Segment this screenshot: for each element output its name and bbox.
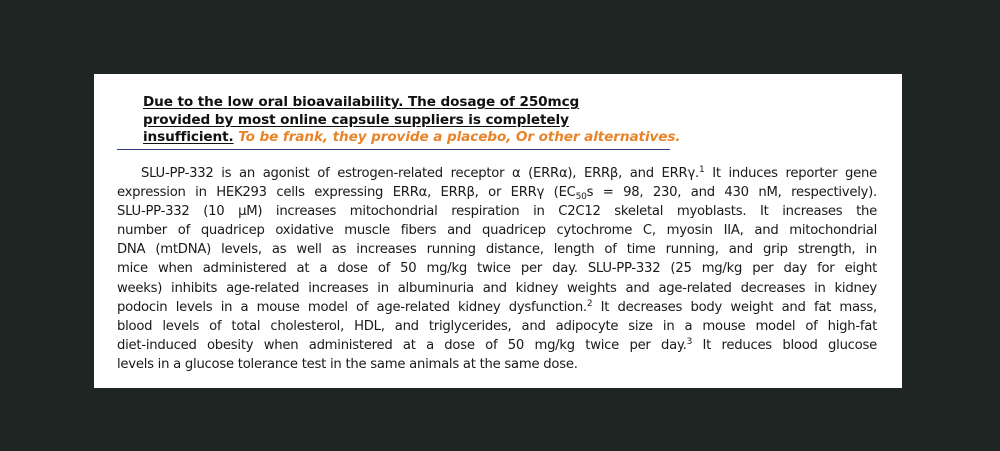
body-line-1 — [117, 164, 877, 183]
body-text: SLU-PP-332 is an agonist of estrogen-related receptor α (ERRα), ERRβ, and ERRγ. — [141, 166, 699, 181]
body-line-9: blood levels of total cholesterol, HDL, and triglycerides, and adipocyte size in a mouse model of high-fat — [117, 318, 877, 334]
body-line-4: number of quadricep oxidative muscle fibers and quadricep cytochrome C, myosin IIA, and mitochondrial — [117, 223, 877, 239]
footnote-ref: 2 — [586, 298, 593, 309]
body-line-6: mice when administered at a dose of 50 mg/kg twice per day. SLU-PP-332 (25 mg/kg per day for eight — [117, 261, 877, 277]
body-line-8 — [117, 298, 877, 317]
body-text: s = 98, 230, and 430 nM, respectively). — [586, 185, 877, 201]
footnote-ref: 3 — [686, 336, 693, 347]
body-line-7: weeks) inhibits age-related increases in albuminuria and kidney weights and age-related decreases in kidney — [117, 280, 877, 296]
body-line-2 — [117, 183, 877, 202]
document-panel — [94, 74, 902, 388]
body-text: podocin levels in a mouse model of age-related kidney dysfunction. — [117, 299, 587, 315]
subscript: 50 — [575, 192, 587, 203]
headline-note: To be frank, they provide a placebo, Or other alternatives. — [238, 129, 681, 145]
body-text: It reduces blood glucose — [692, 337, 877, 353]
headline — [143, 94, 783, 147]
body-line-10 — [117, 336, 877, 355]
headline-text-3: insufficient. — [143, 129, 234, 145]
footnote-ref: 1 — [698, 165, 705, 175]
body-line-5: DNA (mtDNA) levels, as well as increases running distance, length of time running, and grip strength, in — [117, 242, 877, 258]
body-paragraph — [117, 164, 877, 374]
body-text: expression in HEK293 cells expressing ERRα, ERRβ, or ERRγ (EC — [117, 185, 576, 201]
body-line-3: SLU-PP-332 (10 µM) increases mitochondrial respiration in C2C12 skeletal myoblasts. It increases the — [117, 204, 877, 220]
headline-text-1: Due to the low oral bioavailability. The dosage of 250mcg — [143, 94, 580, 110]
body-text: It induces reporter gene — [704, 166, 877, 181]
body-text: diet-induced obesity when administered at a dose of 50 mg/kg twice per day. — [117, 337, 687, 353]
body-line-11: levels in a glucose tolerance test in the same animals at the same dose. — [117, 356, 578, 372]
headline-line-3 — [143, 129, 783, 147]
headline-line-1 — [143, 94, 783, 112]
headline-text-2: provided by most online capsule suppliers is completely — [143, 111, 569, 128]
body-text: It decreases body weight and fat mass, — [592, 299, 877, 315]
headline-line-2 — [143, 112, 783, 130]
divider — [117, 149, 670, 150]
